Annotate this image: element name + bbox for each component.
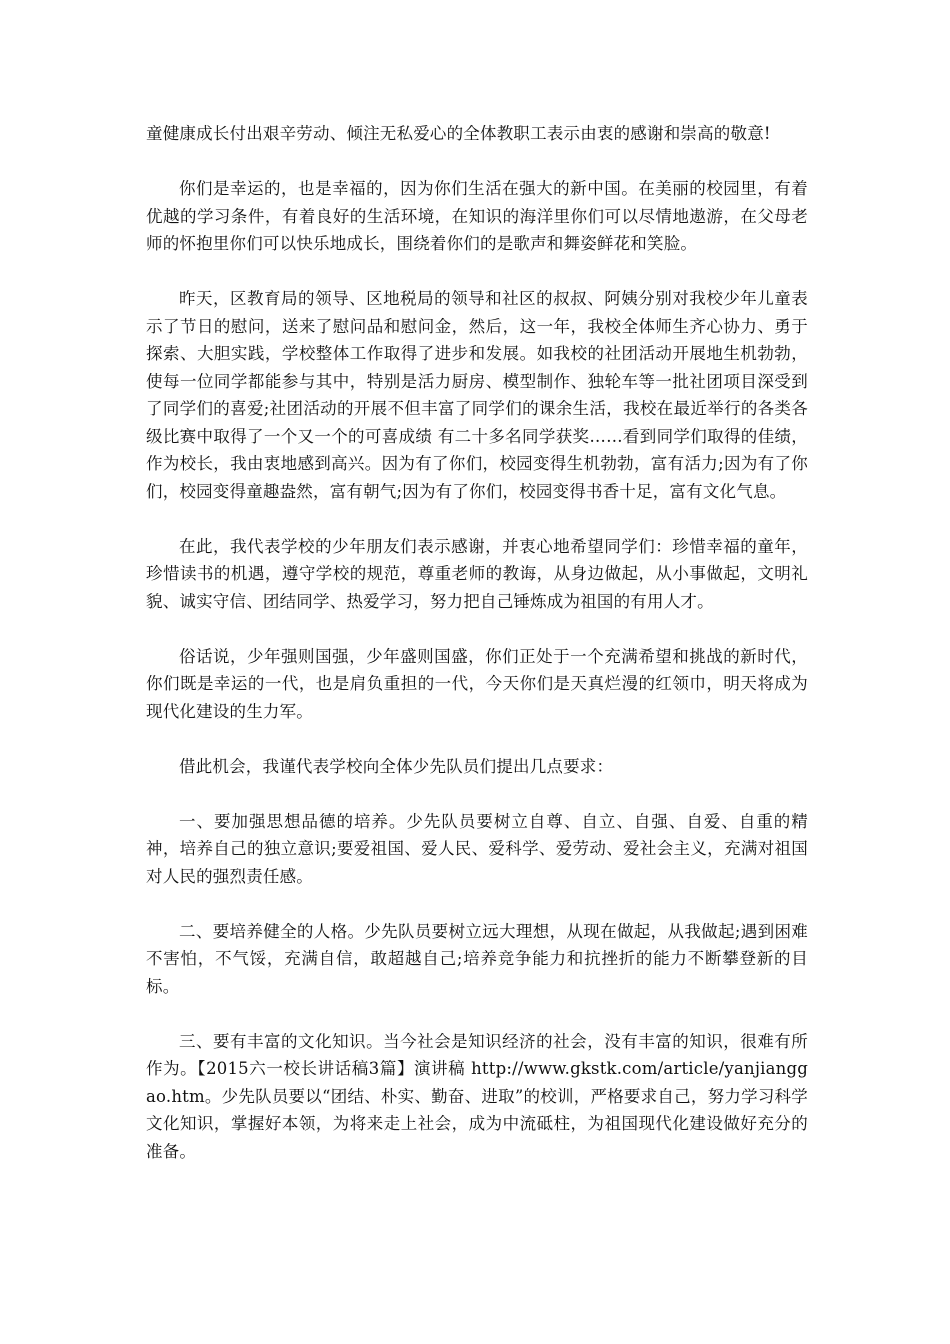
paragraph-2: 你们是幸运的，也是幸福的，因为你们生活在强大的新中国。在美丽的校园里，有着优越的学习条件，有着良好的生活环境，在知识的海洋里你们可以尽情地遨游，在父母老师的怀抱里你们可以快乐地成长，围绕着你们的是歌声和舞姿鲜花和笑脸。 [146, 179, 808, 253]
paragraph-3: 昨天，区教育局的领导、区地税局的领导和社区的叔叔、阿姨分别对我校少年儿童表示了节日的慰问，送来了慰问品和慰问金，然后，这一年，我校全体师生齐心协力、勇于探索、大胆实践，学校整体工作取得了进步和发展。如我校的社团活动开展地生机勃勃，使每一位同学都能参与其中，特别是活力厨房、模型制作、独轮车等一批社团项目深受到了同学们的喜爱;社团活动的开展不但丰富了同学们的课余生活，我校在最近举行的各类各级比赛中取得了一个又一个的可喜成绩 有二十多名同学获奖……看到同学们取得的佳绩，作为校长，我由衷地感到高兴。因为有了你们，校园变得生机勃勃，富有活力;因为有了你们，校园变得童趣盎然，富有朝气;因为有了你们，校园变得书香十足，富有文化气息。 [146, 289, 808, 501]
paragraph-1: 童健康成长付出艰辛劳动、倾注无私爱心的全体教职工表示由衷的感谢和崇高的敬意! [146, 124, 771, 143]
paragraph-4: 在此，我代表学校的少年朋友们表示感谢，并衷心地希望同学们：珍惜幸福的童年，珍惜读书的机遇，遵守学校的规范，尊重老师的教诲，从身边做起，从小事做起，文明礼貌、诚实守信、团结同学、热爱学习，努力把自己锤炼成为祖国的有用人才。 [146, 536, 808, 611]
paragraph-6: 借此机会，我谨代表学校向全体少先队员们提出几点要求： [179, 756, 614, 776]
paragraph-7: 一、要加强思想品德的培养。少先队员要树立自尊、自立、自强、自爱、自重的精神，培养自己的独立意识;要爱祖国、爱人民、爱科学、爱劳动、爱社会主义，充满对祖国对人民的强烈责任感。 [146, 811, 808, 886]
paragraph-5: 俗话说，少年强则国强，少年盛则国盛，你们正处于一个充满希望和挑战的新时代，你们既是幸运的一代，也是肩负重担的一代，今天你们是天真烂漫的红领巾，明天将成为现代化建设的生力军。 [146, 646, 808, 721]
paragraph-8: 二、要培养健全的人格。少先队员要树立远大理想，从现在做起，从我做起;遇到困难不害怕，不气馁，充满自信，敢超越自己;培养竞争能力和抗挫折的能力不断攀登新的目标。 [146, 921, 808, 996]
paragraph-9: 三、要有丰富的文化知识。当今社会是知识经济的社会，没有丰富的知识，很难有所作为。【2015六一校长讲话稿3篇】演讲稿 http://www.gkstk.com/article/yanjianggao.htm。少先队员要以“团结、朴实、勤奋、进取”的校训，严格要求自己，努力学习科学文化知识，掌握好本领，为将来走上社会，成为中流砥柱，为祖国现代化建设做好充分的准备。 [146, 1031, 808, 1161]
document-body [146, 120, 808, 1193]
